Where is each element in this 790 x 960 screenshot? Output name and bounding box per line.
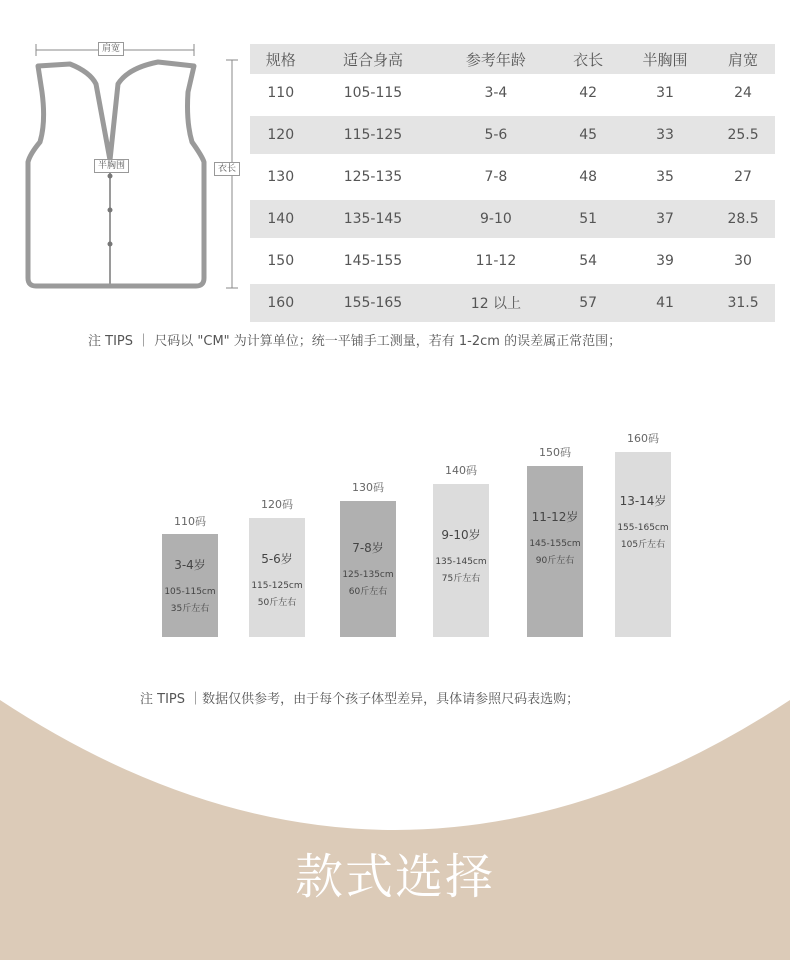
bar-weight: 60斤左右 (348, 587, 388, 597)
bar-size-label: 140码 (445, 464, 477, 477)
table-cell: 3-4 (434, 74, 557, 114)
table-cell: 155-165 (311, 282, 434, 324)
bar-height-range: 155-165cm (617, 523, 669, 533)
header-size: 规格 (250, 44, 311, 74)
bar-age: 5-6岁 (261, 552, 293, 566)
size-table (250, 44, 775, 326)
header-half-chest: 半胸围 (619, 44, 711, 74)
table-cell: 24 (711, 74, 775, 114)
table-cell: 125-135 (311, 156, 434, 198)
length-label: 衣长 (214, 162, 240, 176)
table-cell: 33 (619, 114, 711, 156)
table-cell: 110 (250, 74, 311, 114)
table-cell: 28.5 (711, 198, 775, 240)
size-bar (340, 501, 396, 637)
table-cell: 31.5 (711, 282, 775, 324)
half-chest-label: 半胸围 (94, 159, 129, 173)
bar-size-label: 110码 (174, 515, 206, 528)
table-cell: 31 (619, 74, 711, 114)
table-cell: 57 (557, 282, 618, 324)
table-cell: 5-6 (434, 114, 557, 156)
table-cell: 41 (619, 282, 711, 324)
table-cell: 45 (557, 114, 618, 156)
header-age: 参考年龄 (434, 44, 557, 74)
table-cell: 160 (250, 282, 311, 324)
table-row (250, 198, 775, 240)
bar-age: 13-14岁 (619, 494, 667, 508)
bar-age: 9-10岁 (441, 528, 481, 542)
table-cell: 105-115 (311, 74, 434, 114)
header-shoulder: 肩宽 (711, 44, 775, 74)
table-cell: 130 (250, 156, 311, 198)
bar-size-label: 160码 (627, 432, 659, 445)
bar-weight: 75斤左右 (441, 574, 481, 584)
bar-age: 11-12岁 (531, 510, 579, 524)
bar-size-label: 120码 (261, 498, 293, 511)
size-bar (433, 484, 489, 637)
table-row (250, 156, 775, 198)
table-cell: 120 (250, 114, 311, 156)
bar-age: 3-4岁 (174, 558, 206, 572)
bar-size-label: 150码 (539, 446, 571, 459)
table-cell: 12 以上 (434, 282, 557, 324)
size-bar (615, 452, 671, 637)
table-row (250, 74, 775, 114)
table-cell: 51 (557, 198, 618, 240)
table-cell: 54 (557, 240, 618, 282)
table-cell: 135-145 (311, 198, 434, 240)
bar-height-range: 115-125cm (251, 581, 303, 591)
table-header-row (250, 44, 775, 74)
size-bar (249, 518, 305, 637)
bar-height-range: 105-115cm (164, 587, 216, 597)
bar-height-range: 145-155cm (529, 539, 581, 549)
header-height: 适合身高 (311, 44, 434, 74)
table-cell: 30 (711, 240, 775, 282)
table-row (250, 282, 775, 324)
table-row (250, 240, 775, 282)
bar-weight: 50斤左右 (257, 598, 297, 608)
section-title: 款式选择 (294, 849, 495, 905)
vest-outline-icon (18, 38, 243, 296)
size-bar (162, 534, 218, 637)
table-cell: 39 (619, 240, 711, 282)
bar-age: 7-8岁 (352, 541, 384, 555)
bar-height-range: 135-145cm (435, 557, 487, 567)
table-cell: 25.5 (711, 114, 775, 156)
reference-tips: 注 TIPS ｜数据仅供参考，由于每个孩子体型差异，具体请参照尺码表选购； (140, 692, 580, 707)
bar-weight: 90斤左右 (535, 556, 575, 566)
bar-size-label: 130码 (352, 481, 384, 494)
table-cell: 115-125 (311, 114, 434, 156)
header-length: 衣长 (557, 44, 618, 74)
size-bar (527, 466, 583, 637)
table-cell: 11-12 (434, 240, 557, 282)
shoulder-width-label: 肩宽 (98, 42, 124, 56)
measurement-tips: 注 TIPS ｜ 尺码以 "CM" 为计算单位；统一平铺手工测量，若有 1-2cm 的误差属正常范围； (88, 334, 622, 349)
table-cell: 27 (711, 156, 775, 198)
decorative-arc (0, 660, 790, 960)
table-cell: 42 (557, 74, 618, 114)
table-cell: 9-10 (434, 198, 557, 240)
table-cell: 7-8 (434, 156, 557, 198)
bar-weight: 105斤左右 (620, 540, 666, 550)
table-cell: 35 (619, 156, 711, 198)
table-cell: 37 (619, 198, 711, 240)
bar-weight: 35斤左右 (170, 604, 210, 614)
table-cell: 48 (557, 156, 618, 198)
table-cell: 145-155 (311, 240, 434, 282)
table-cell: 150 (250, 240, 311, 282)
table-row (250, 114, 775, 156)
table-cell: 140 (250, 198, 311, 240)
bar-height-range: 125-135cm (342, 570, 394, 580)
vest-diagram (18, 38, 243, 296)
